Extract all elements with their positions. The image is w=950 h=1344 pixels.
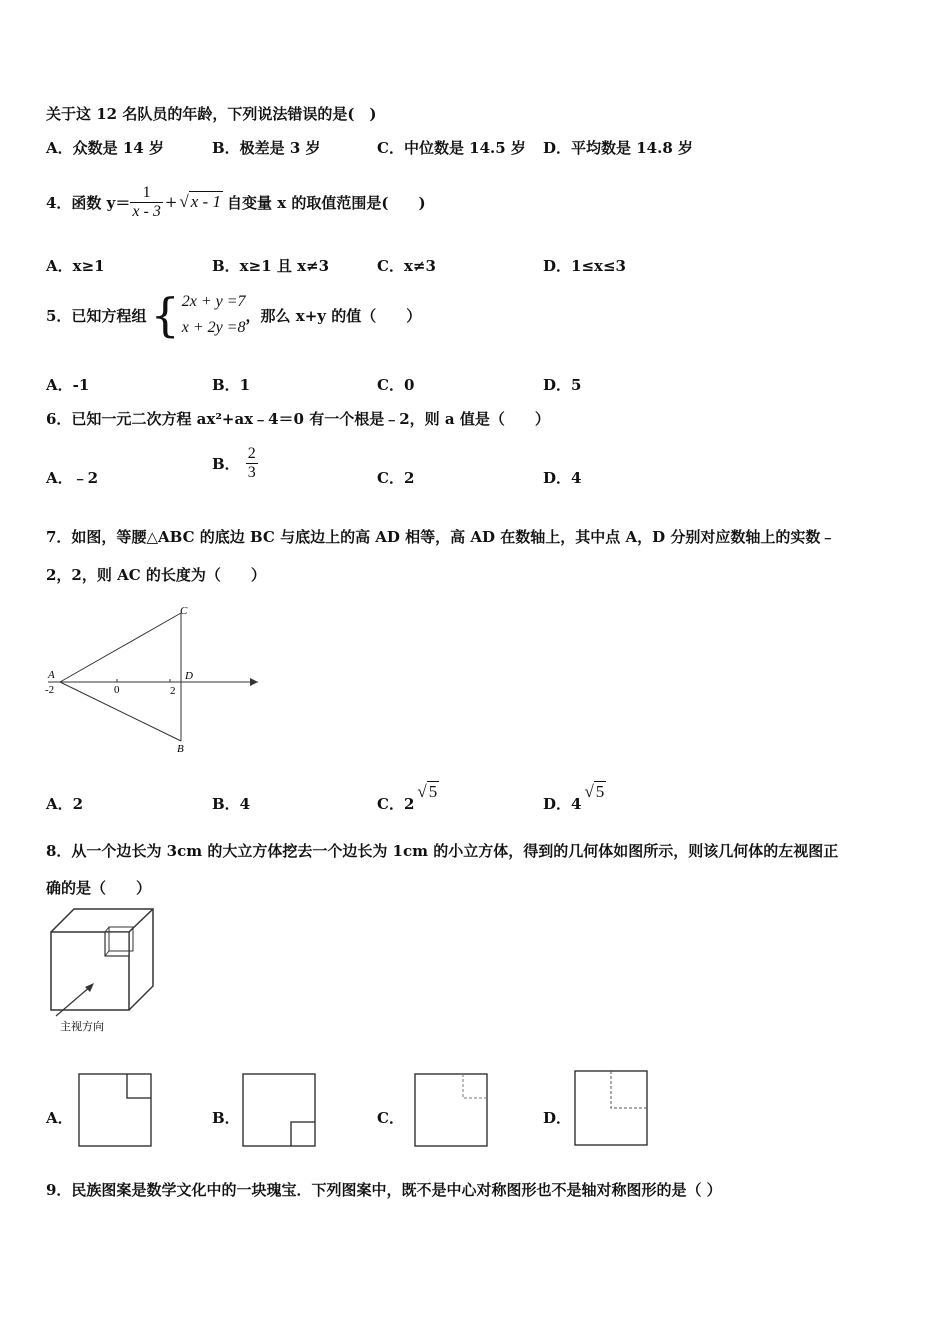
segment-ab: [60, 682, 181, 741]
q5-option-d: D．5: [543, 376, 582, 394]
q8-option-c-figure: [414, 1073, 490, 1149]
q6-stem: 6．已知一元二次方程 ax²+ax﹣4＝0 有一个根是﹣2，则 a 值是（ ）: [46, 410, 550, 428]
label-d: D: [185, 670, 193, 682]
q3-stem: 关于这 12 名队员的年龄，下列说法错误的是( ): [46, 105, 377, 123]
number-line-arrow: [250, 678, 258, 686]
q4-frac-num: 1: [142, 183, 151, 201]
q3-option-b: B．极差是 3 岁: [212, 139, 321, 157]
q8-cube-figure: [44, 904, 164, 1036]
q6-option-a: A．﹣2: [46, 469, 99, 487]
q4-frac-den: x - 3: [132, 202, 161, 220]
q8-option-d-figure: [574, 1070, 650, 1148]
q4-option-a: A．x≥1: [46, 257, 105, 275]
label-neg2: -2: [45, 684, 55, 696]
q6-option-c: C．2: [377, 469, 415, 487]
q5-eq2: x + 2y =8: [181, 319, 246, 336]
q6-frac-den: 3: [247, 463, 256, 481]
q8-option-d-label: D．: [543, 1109, 572, 1127]
q5-option-c: C．0: [377, 376, 415, 394]
q8-option-b-figure: [242, 1073, 318, 1149]
q7-option-c-sqrt: √ 5: [417, 782, 438, 801]
q7-option-d: [543, 780, 606, 814]
q4-suffix: 自变量 x 的取值范围是( ): [226, 193, 426, 212]
q8-option-b-label: B．: [212, 1109, 240, 1127]
q7-option-b: B．4: [212, 795, 251, 813]
q5-option-b: B．1: [212, 376, 251, 394]
q5-prefix: 5．已知方程组: [46, 306, 147, 325]
q8-option-a-figure: [78, 1073, 154, 1149]
q8-line2: 确的是（ ）: [46, 879, 152, 897]
q7-option-a: A．2: [46, 795, 84, 813]
q4-option-d: D．1≤x≤3: [543, 257, 626, 275]
q4-sqrt: √ x - 1: [179, 192, 221, 211]
label-0: 0: [114, 684, 120, 696]
q4-option-c: C．x≠3: [377, 257, 436, 275]
q6-frac-num: 2: [247, 444, 256, 462]
q5-system: [182, 289, 246, 341]
q7-option-d-sqrt: √ 5: [584, 782, 605, 801]
label-c: C: [180, 605, 188, 617]
q9-stem: 9．民族图案是数学文化中的一块瑰宝．下列图案中，既不是中心对称图形也不是轴对称图形的是（ ）: [46, 1181, 722, 1199]
q3-option-c: C．中位数是 14.5 岁: [377, 139, 526, 157]
q4-plus: +: [164, 193, 178, 211]
q4-option-b: B．x≥1 且 x≠3: [212, 257, 330, 275]
q7-line1: 7．如图，等腰△ABC 的底边 BC 与底边上的高 AD 相等，高 AD 在数轴上，其中点 A，D 分别对应数轴上的实数﹣: [46, 528, 836, 546]
q8-option-a-label: A．: [46, 1109, 73, 1127]
q5-brace: {: [150, 288, 180, 342]
label-a: A: [48, 669, 55, 681]
q5-eq1: 2x + y =7: [181, 293, 246, 310]
q7-option-c-radicand: 5: [428, 782, 438, 801]
q5-option-a: A．-1: [46, 376, 90, 394]
label-2: 2: [170, 685, 176, 697]
q4-stem: [46, 172, 426, 232]
q6-option-b-label: B．: [212, 454, 240, 473]
segment-ac: [60, 613, 181, 682]
q4-sqrt-expr: x - 1: [190, 192, 221, 211]
q7-option-d-label: D．4: [543, 795, 582, 813]
q5-suffix: ，那么 x+y 的值（ ）: [245, 306, 422, 325]
q7-figure: [40, 600, 270, 760]
q7-option-c-label: C．2: [377, 795, 415, 813]
q8-option-c-label: C．: [377, 1109, 404, 1127]
q4-fraction: [130, 184, 162, 221]
q8-line1: 8．从一个边长为 3cm 的大立方体挖去一个边长为 1cm 的小立方体，得到的几何体如图所示，则该几何体的左视图正: [46, 842, 839, 860]
q6-option-d: D．4: [543, 469, 582, 487]
label-b: B: [177, 743, 184, 755]
q6-fraction: [246, 445, 258, 482]
q5-stem: [46, 287, 421, 343]
q3-option-a: A．众数是 14 岁: [46, 139, 164, 157]
view-direction-label: 主视方向: [60, 1021, 104, 1033]
q7-line2: 2，2，则 AC 的长度为（ ）: [46, 566, 266, 584]
q4-prefix: 4．函数 y＝: [46, 193, 131, 212]
q7-option-d-radicand: 5: [595, 782, 605, 801]
q6-option-b: [212, 440, 258, 486]
q3-option-d: D．平均数是 14.8 岁: [543, 139, 693, 157]
view-direction-arrow: [56, 986, 91, 1016]
q7-option-c: [377, 780, 439, 814]
